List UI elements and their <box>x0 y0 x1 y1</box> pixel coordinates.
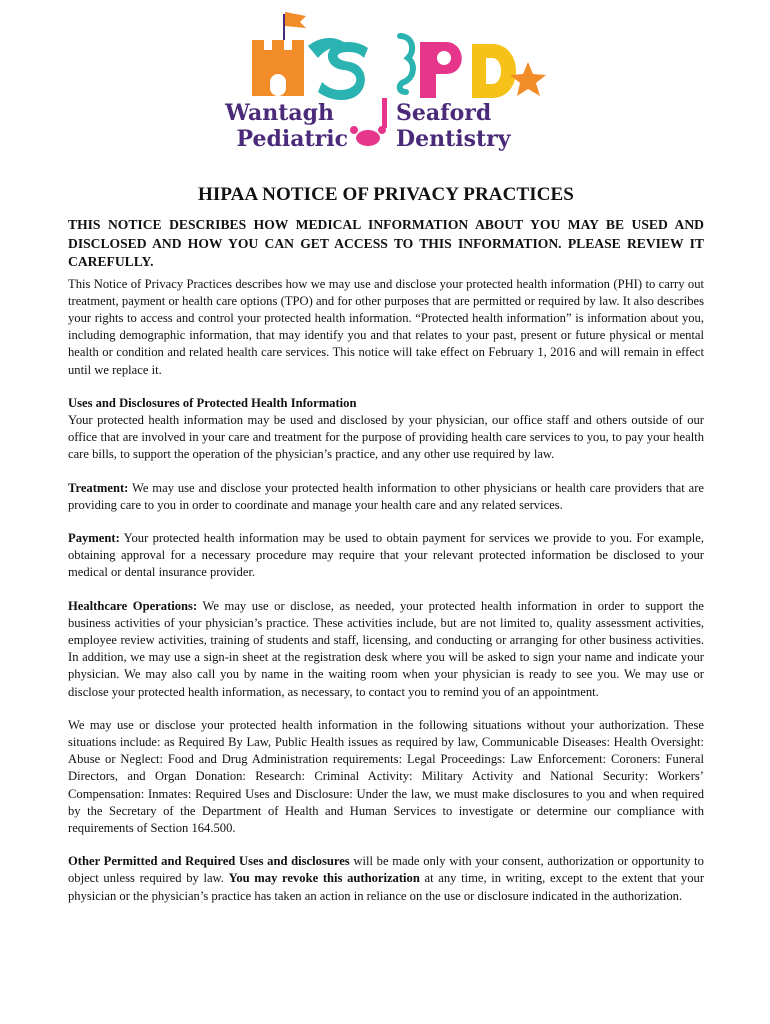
payment-label: Payment: <box>68 530 120 545</box>
treatment-label: Treatment: <box>68 480 129 495</box>
notice-body <box>68 184 704 921</box>
payment-paragraph <box>68 530 704 582</box>
page-title: HIPAA NOTICE OF PRIVACY PRACTICES <box>198 184 574 205</box>
logo-line1-right: Seaford <box>396 100 492 126</box>
flag-icon <box>285 12 306 28</box>
other-label: Other Permitted and Required Uses and disclosures <box>68 854 350 869</box>
other-text1: will be made only with your consent, authorization or opportunity to object unless required by law. <box>68 854 704 886</box>
treatment-text: We may use and disclose your protected health information to other physicians or health care providers that are providing care to you in order to coordinate and manage your health care and any related services. <box>68 480 704 512</box>
intro-notice: THIS NOTICE DESCRIBES HOW MEDICAL INFORMATION ABOUT YOU MAY BE USED AND DISCLOSED AND HOW YOU CAN GET ACCESS TO THIS INFORMATION. PLEASE REVIEW IT CAREFULLY. <box>68 217 704 269</box>
uses-text: Your protected health information may be used and disclosed by your physician, our office staff and others outside of our office that are involved in your care and treatment for the purpose of providing health care services to you, to pay your health care bills, to support the operation of the physician’s practice, and any other use required by law. <box>68 412 704 462</box>
other-uses-paragraph <box>68 853 704 905</box>
crab-icon <box>350 126 386 146</box>
other-text2: at any time, in writing, except to the extent that your physician or the physician’s practice has taken an action in reliance on the use or disclosure indicated in the authorization. <box>68 871 705 903</box>
practice-logo <box>210 6 560 156</box>
operations-paragraph <box>68 598 704 701</box>
uses-section <box>68 395 704 464</box>
payment-text: Your protected health information may be used to obtain payment for services we provide to you. For example, obtaining approval for a necessary procedure may require that your relevant protected information be disclosed to your medical or dental insurance provider. <box>68 530 704 580</box>
toothbrush-icon <box>382 98 387 128</box>
operations-text: We may use or disclose, as needed, your protected health information in order to support the business activities of your physician’s practice. These activities include, but are not limited to, quality assessment activities, employee review activities, training of students and staff, licensing, and conducting or arranging for other business activities. In addition, we may use a sign-in sheet at the registration desk where you will be asked to sign your name and indicate your physician. We may also call you by name in the waiting room when your physician is ready to see you. We may use or disclose your protected health information, as necessary, to contact you to remind you of an appointment. <box>68 598 704 699</box>
logo-line2-left: Pediatric <box>236 126 348 152</box>
operations-label: Healthcare Operations: <box>68 598 198 613</box>
uses-heading: Uses and Disclosures of Protected Health Information <box>68 395 357 410</box>
logo-line1-left: Wantagh <box>225 100 334 126</box>
revoke-label: You may revoke this authorization <box>228 871 420 886</box>
treatment-paragraph <box>68 480 704 514</box>
overview-paragraph: This Notice of Privacy Practices describes how we may use and disclose your protected health information (PHI) to carry out treatment, payment or health care options (TPO) and for other purposes that are permitted or required by law. It also describes your rights to access and control your protected health information. “Protected health information” is information about you, including demographic information, that may identify you and that relates to your past, present or future physical or mental health or condition and related health care services. This notice will take effect on February 1, 2016 and will remain in effect until we replace it. <box>68 276 704 377</box>
without-authorization-paragraph: We may use or disclose your protected health information in the following situations without your authorization. These situations include: as Required By Law, Public Health issues as required by law, Communicable Diseases: Health Oversight: Abuse or Neglect: Food and Drug Administration requirements: Legal Proceedings: Law Enforcement: Coroners: Funeral Directors, and Organ Donation: Research: Criminal Activity: Military Activity and National Security: Workers’ Compensation: Inmates: Required Uses and Disclosure: Under the law, we must make disclosures to you and when required by the Secretary of the Department of Health and Human Services to investigate or determine our compliance with requirements of Section 164.500. <box>68 717 704 835</box>
logo-line2-right: Dentistry <box>396 126 511 152</box>
